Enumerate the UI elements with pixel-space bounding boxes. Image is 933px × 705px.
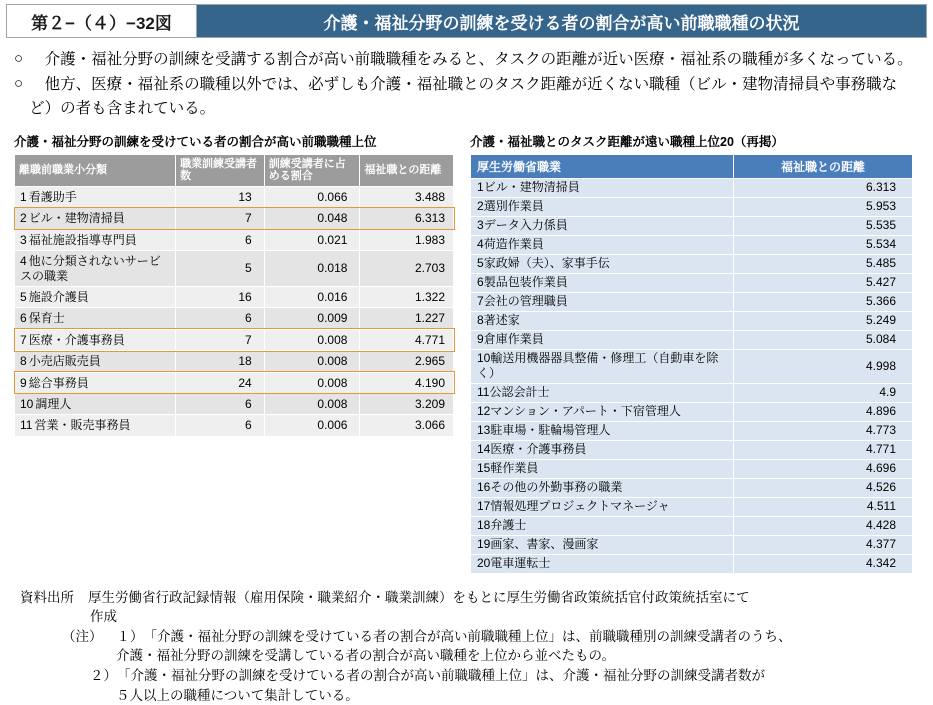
cell-occupation: 6製品包装作業員 [471,273,734,292]
row-number: 2 [20,211,27,226]
cell-occupation: 15軽作業員 [471,459,734,478]
note-2-text: 「介護・福祉分野の訓練を受けている者の割合が高い前職職種上位」は、介護・福祉分野の訓練受講者数が [117,668,765,683]
table-row [471,349,913,383]
note-1-number: １） [116,628,144,644]
cell-share: 0.008 [264,393,360,414]
cell-distance: 4.526 [734,478,913,497]
cell-occupation: 13駐車場・駐輪場管理人 [471,421,734,440]
cell-occupation: 20電車運転士 [471,554,734,573]
table-row [471,459,913,478]
cell-share: 0.008 [264,351,360,372]
table-row [15,351,454,372]
cell-occupation: 11 営業・販売事務員 [15,415,176,436]
cell-distance: 5.366 [734,292,913,311]
source-text-cont: 作成 [90,609,117,625]
cell-distance: 3.066 [360,415,454,436]
table-row [471,254,913,273]
cell-trainees: 7 [176,208,265,229]
table-row [471,235,913,254]
left-table-caption: 介護・福祉分野の訓練を受けている者の割合が高い前職職種上位 [14,134,377,149]
cell-distance: 5.535 [734,216,913,235]
table-row [471,292,913,311]
row-number: 11 [20,418,33,433]
column-header-mhlw-occupation: 厚生労働省職業 [471,154,734,178]
table-row [471,554,913,573]
row-number: 14 [477,442,491,457]
row-number: 20 [477,556,491,571]
cell-occupation: 5家政婦（夫）、家事手伝 [471,254,734,273]
bullet-marker-icon: ○ [14,50,24,67]
table-row [471,478,913,497]
row-number: 3 [477,218,484,233]
cell-occupation: 3 福祉施設指導専門員 [15,229,176,250]
right-table-block [470,132,913,574]
note-2-text-cont: ５人以上の職種について集計している。 [116,687,359,703]
cell-distance: 5.427 [734,273,913,292]
cell-occupation: 8 小売店販売員 [15,351,176,372]
cell-occupation: 10輸送用機器器具整備・修理工（自動車を除く） [471,349,734,383]
row-number: 9 [477,332,484,347]
row-number: 9 [20,375,27,390]
row-number: 11 [477,385,490,400]
cell-distance: 6.313 [360,208,454,229]
table-row [471,383,913,402]
cell-distance: 5.534 [734,235,913,254]
column-header-distance: 福祉職との距離 [360,154,454,186]
cell-occupation: 7会社の管理職員 [471,292,734,311]
source-line [20,588,919,608]
cell-distance: 4.342 [734,554,913,573]
cell-distance: 1.227 [360,308,454,329]
cell-distance: 3.488 [360,187,454,208]
row-number: 5 [477,256,484,271]
cell-occupation: 9 総合事務員 [15,372,176,393]
cell-distance: 4.771 [734,440,913,459]
row-number: 1 [477,180,484,195]
row-number: 16 [477,480,491,495]
row-number: 18 [477,518,491,533]
bullet-text: 他方、医療・福祉系の職種以外では、必ずしも介護・福祉職とのタスク距離が近くない職種（ビル・建物清掃員や事務職など）の者も含まれている。 [29,76,898,117]
cell-share: 0.008 [264,372,360,393]
cell-share: 0.066 [264,187,360,208]
cell-distance: 3.209 [360,393,454,414]
cell-occupation: 12マンション・アパート・下宿管理人 [471,402,734,421]
table-header-row [15,154,454,186]
cell-share: 0.008 [264,329,360,350]
column-header-welfare-distance: 福祉職との距離 [734,154,913,178]
left-table [14,154,454,437]
cell-share: 0.006 [264,415,360,436]
figure-number: 第２−（４）−32図 [7,5,197,37]
row-number: 13 [477,423,491,438]
cell-distance: 4.696 [734,459,913,478]
note-1-text-cont: 介護・福祉分野の訓練を受講している者の割合が高い職種を上位から並べたもの。 [116,648,615,664]
cell-trainees: 24 [176,372,265,393]
cell-trainees: 6 [176,229,265,250]
column-header-share: 訓練受講者に占める割合 [264,154,360,186]
cell-occupation: 11公認会計士 [471,383,734,402]
cell-distance: 5.953 [734,197,913,216]
table-row [15,187,454,208]
cell-share: 0.018 [264,251,360,287]
cell-occupation: 6 保育士 [15,308,176,329]
table-row [471,440,913,459]
cell-occupation: 4荷造作業員 [471,235,734,254]
row-number: 19 [477,537,491,552]
page-title: 介護・福祉分野の訓練を受ける者の割合が高い前職職種の状況 [197,5,926,37]
note-line-2 [20,666,919,686]
table-row [471,402,913,421]
header-bar [6,4,927,38]
row-number: 5 [20,289,27,304]
cell-distance: 4.428 [734,516,913,535]
cell-distance: 2.703 [360,251,454,287]
cell-distance: 5.249 [734,311,913,330]
cell-occupation: 9倉庫作業員 [471,330,734,349]
cell-distance: 4.896 [734,402,913,421]
cell-distance: 4.771 [360,329,454,350]
row-number: 10 [20,396,34,411]
bullet-text: 介護・福祉分野の訓練を受講する割合が高い前職職種をみると、タスクの距離が近い医療・福祉系の職種が多くなっている。 [44,51,913,68]
table-row [471,197,913,216]
row-number: 3 [20,232,27,247]
cell-trainees: 5 [176,251,265,287]
slide-page [0,4,933,703]
source-text: 厚生労働省行政記録情報（雇用保険・職業紹介・職業訓練）をもとに厚生労働省政策統括官付政策統括室にて [88,589,750,605]
bullet-item [14,48,919,71]
table-row [471,535,913,554]
row-number: 7 [20,332,27,347]
cell-distance: 1.983 [360,229,454,250]
left-table-block [14,132,454,574]
cell-occupation: 2選別作業員 [471,197,734,216]
cell-occupation: 10 調理人 [15,393,176,414]
cell-occupation: 19画家、書家、漫画家 [471,535,734,554]
cell-occupation: 1 看護助手 [15,187,176,208]
cell-occupation: 3データ入力係員 [471,216,734,235]
note-line-1 [20,627,919,647]
cell-distance: 4.998 [734,349,913,383]
cell-occupation: 8著述家 [471,311,734,330]
bullet-marker-icon: ○ [14,75,24,93]
row-number: 15 [477,461,491,476]
table-row [471,330,913,349]
cell-trainees: 13 [176,187,265,208]
table-row [15,229,454,250]
table-row [471,516,913,535]
row-number: 10 [477,351,491,366]
table-row [471,273,913,292]
table-row [15,372,454,393]
table-row [471,311,913,330]
cell-occupation: 4 他に分類されないサービスの職業 [15,251,176,287]
cell-trainees: 18 [176,351,265,372]
row-number: 6 [477,275,484,290]
cell-occupation: 14医療・介護事務員 [471,440,734,459]
cell-occupation: 17情報処理プロジェクトマネージャ [471,497,734,516]
row-number: 8 [20,354,27,369]
summary-bullets [14,48,919,120]
table-row [471,216,913,235]
table-row [471,421,913,440]
table-row [471,178,913,197]
row-number: 4 [477,237,484,252]
cell-distance: 2.965 [360,351,454,372]
bullet-item [14,73,919,120]
table-row [15,286,454,307]
cell-trainees: 16 [176,286,265,307]
cell-distance: 4.190 [360,372,454,393]
cell-occupation: 5 施設介護員 [15,286,176,307]
row-number: 8 [477,313,484,328]
cell-distance: 4.511 [734,497,913,516]
table-row [471,497,913,516]
cell-trainees: 6 [176,415,265,436]
source-label: 資料出所 [20,589,74,605]
row-number: 1 [20,190,27,205]
cell-occupation: 7 医療・介護事務員 [15,329,176,350]
table-row [15,251,454,287]
cell-trainees: 7 [176,329,265,350]
cell-share: 0.009 [264,308,360,329]
cell-distance: 5.485 [734,254,913,273]
table-row [15,415,454,436]
table-row [15,208,454,229]
cell-distance: 4.773 [734,421,913,440]
right-table-caption: 介護・福祉職とのタスク距離が遠い職種上位20（再掲） [470,134,784,149]
note-label: （注） [62,628,103,644]
row-number: 6 [20,311,27,326]
row-number: 17 [477,499,491,514]
cell-distance: 1.322 [360,286,454,307]
cell-occupation: 1ビル・建物清掃員 [471,178,734,197]
cell-distance: 6.313 [734,178,913,197]
table-row [15,329,454,350]
cell-occupation: 18弁護士 [471,516,734,535]
cell-trainees: 6 [176,393,265,414]
note-1-text: 「介護・福祉分野の訓練を受けている者の割合が高い前職職種上位」は、前職職種別の訓練受講者のうち、 [143,628,792,644]
note-2-number: ２） [90,668,117,683]
table-header-row [471,154,913,178]
cell-trainees: 6 [176,308,265,329]
cell-share: 0.021 [264,229,360,250]
column-header-trainees: 職業訓練受講者数 [176,154,265,186]
cell-occupation: 2 ビル・建物清掃員 [15,208,176,229]
cell-distance: 4.377 [734,535,913,554]
right-table [470,154,913,574]
tables-area [0,132,933,574]
footnotes [20,588,919,705]
row-number: 7 [477,294,484,309]
table-row [15,308,454,329]
cell-distance: 4.9 [734,383,913,402]
cell-share: 0.016 [264,286,360,307]
cell-occupation: 16その他の外勤事務の職業 [471,478,734,497]
row-number: 2 [477,199,484,214]
table-row [15,393,454,414]
column-header-occupation: 離職前職業小分類 [15,154,176,186]
row-number: 4 [20,254,27,269]
cell-distance: 5.084 [734,330,913,349]
row-number: 12 [477,404,491,419]
cell-share: 0.048 [264,208,360,229]
